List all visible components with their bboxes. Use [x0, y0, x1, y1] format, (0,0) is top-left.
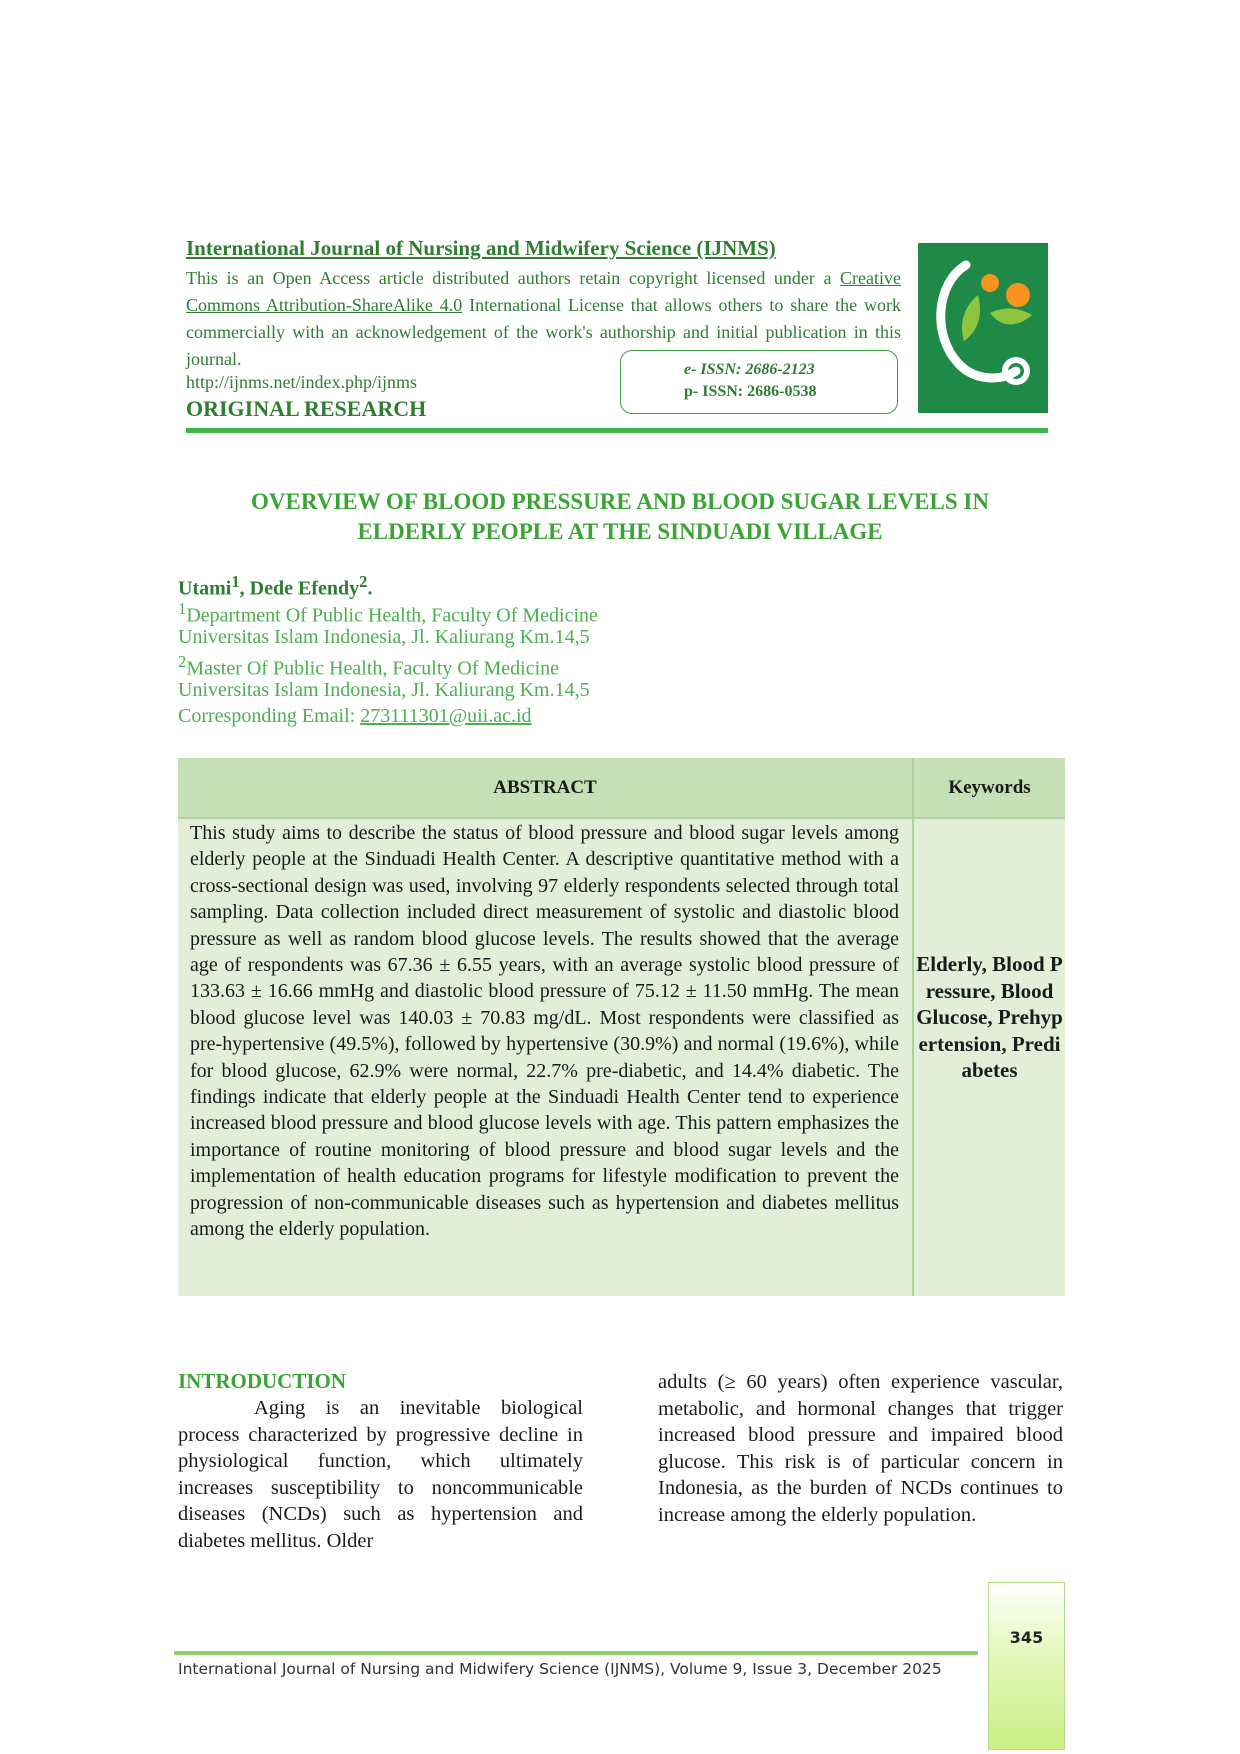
page-number: 345	[1009, 1628, 1044, 1647]
table-row-divider	[178, 817, 1065, 819]
author-1-sup: 1	[231, 572, 240, 591]
introduction-heading: INTRODUCTION	[178, 1369, 347, 1393]
license-link[interactable]: Creative Commons Attribution-ShareAlike 4.0	[186, 268, 901, 315]
affiliation-2-sup: 2	[178, 652, 187, 671]
pissn: p- ISSN: 2686-0538	[684, 383, 817, 400]
author-end: .	[367, 577, 373, 600]
header-divider	[186, 428, 1048, 433]
affiliation-2-line-1: Master Of Public Health, Faculty Of Medicine	[186, 657, 560, 680]
affiliation-1-sup: 1	[178, 599, 187, 618]
page-number-tab	[988, 1582, 1065, 1750]
affiliation-1	[178, 599, 598, 628]
article-title	[120, 487, 1120, 547]
journal-logo	[918, 243, 1048, 413]
email-label: Corresponding Email:	[178, 705, 361, 727]
keywords-heading: Keywords	[948, 777, 1031, 798]
author-2: , Dede Efendy	[239, 577, 360, 600]
affiliation-1-line-2: Universitas Islam Indonesia, Jl. Kaliurang Km.14,5	[178, 626, 590, 648]
license-rest: International License that allows others to share the work commercially with an acknowledgement of the work's authorship and initial publication in this journal.	[186, 295, 901, 369]
affiliation-1-line-1: Department Of Public Health, Faculty Of Medicine	[186, 604, 598, 627]
introduction-right-column: adults (≥ 60 years) often experience vascular, metabolic, and hormonal changes that trigger increased blood pressure and impaired blood glucose. This risk is of particular concern in Indonesia, as the burden of NCDs continues to increase among the elderly population.	[658, 1371, 1063, 1526]
abstract-heading: ABSTRACT	[493, 777, 597, 798]
journal-url-link[interactable]: http://ijnms.net/index.php/ijnms	[186, 372, 418, 392]
corresponding-email	[178, 705, 532, 728]
issn-box	[620, 350, 898, 414]
affiliation-2	[178, 652, 559, 681]
author-1: Utami	[178, 577, 232, 600]
footer-citation: International Journal of Nursing and Midwifery Science (IJNMS), Volume 9, Issue 3, December 2025	[178, 1660, 942, 1678]
journal-name: International Journal of Nursing and Midwifery Science (IJNMS)	[186, 236, 776, 260]
introduction-left-column: Aging is an inevitable biological process characterized by progressive decline in physiological function, which ultimately increases susceptibility to noncommunicable diseases (NCDs) such as hypertension and diabetes mellitus. Older	[178, 1397, 583, 1552]
table-column-divider	[912, 758, 914, 1296]
author-2-sup: 2	[359, 572, 368, 591]
keywords-list: Elderly, Blood Pressure, Blood Glucose, Prehypertension, Prediabetes	[916, 952, 1063, 1082]
section-label: ORIGINAL RESEARCH	[186, 396, 427, 421]
title-line-2: ELDERLY PEOPLE AT THE SINDUADI VILLAGE	[357, 519, 883, 544]
footer-divider	[174, 1651, 978, 1655]
nurse-stethoscope-logo-icon	[918, 243, 1048, 413]
author-list	[178, 572, 372, 601]
title-line-1: OVERVIEW OF BLOOD PRESSURE AND BLOOD SUGAR LEVELS IN	[251, 489, 989, 514]
license-intro: This is an Open Access article distributed authors retain copyright licensed under a	[186, 268, 841, 288]
abstract-text: This study aims to describe the status of blood pressure and blood sugar levels among elderly people at the Sinduadi Health Center. A descriptive quantitative method with a cross-sectional design was used, involving 97 elderly respondents selected through total sampling. Data collection included direct measurement of systolic and diastolic blood pressure as well as random blood glucose levels. The results showed that the average age of respondents was 67.36 ± 6.55 years, with an average systolic blood pressure of 133.63 ± 16.66 mmHg and diastolic blood pressure of 75.12 ± 11.50 mmHg. The mean blood glucose level was 140.03 ± 70.83 mg/dL. Most respondents were classified as pre-hypertensive (49.5%), followed by hypertensive (30.9%) and normal (19.6%), while for blood glucose, 62.9% were normal, 22.7% pre-diabetic, and 14.4% diabetic. The findings indicate that elderly people at the Sinduadi Health Center tend to experience increased blood pressure and blood glucose levels with age. This pattern emphasizes the importance of routine monitoring of blood pressure and blood sugar levels and the implementation of health education programs for lifestyle modification to prevent the progression of non-communicable diseases such as hypertension and diabetes mellitus among the elderly population.	[190, 822, 899, 1241]
email-link[interactable]: 273111301@uii.ac.id	[360, 705, 532, 727]
eissn: e- ISSN: 2686-2123	[684, 361, 815, 378]
affiliation-2-line-2: Universitas Islam Indonesia, Jl. Kaliurang Km.14,5	[178, 679, 590, 701]
